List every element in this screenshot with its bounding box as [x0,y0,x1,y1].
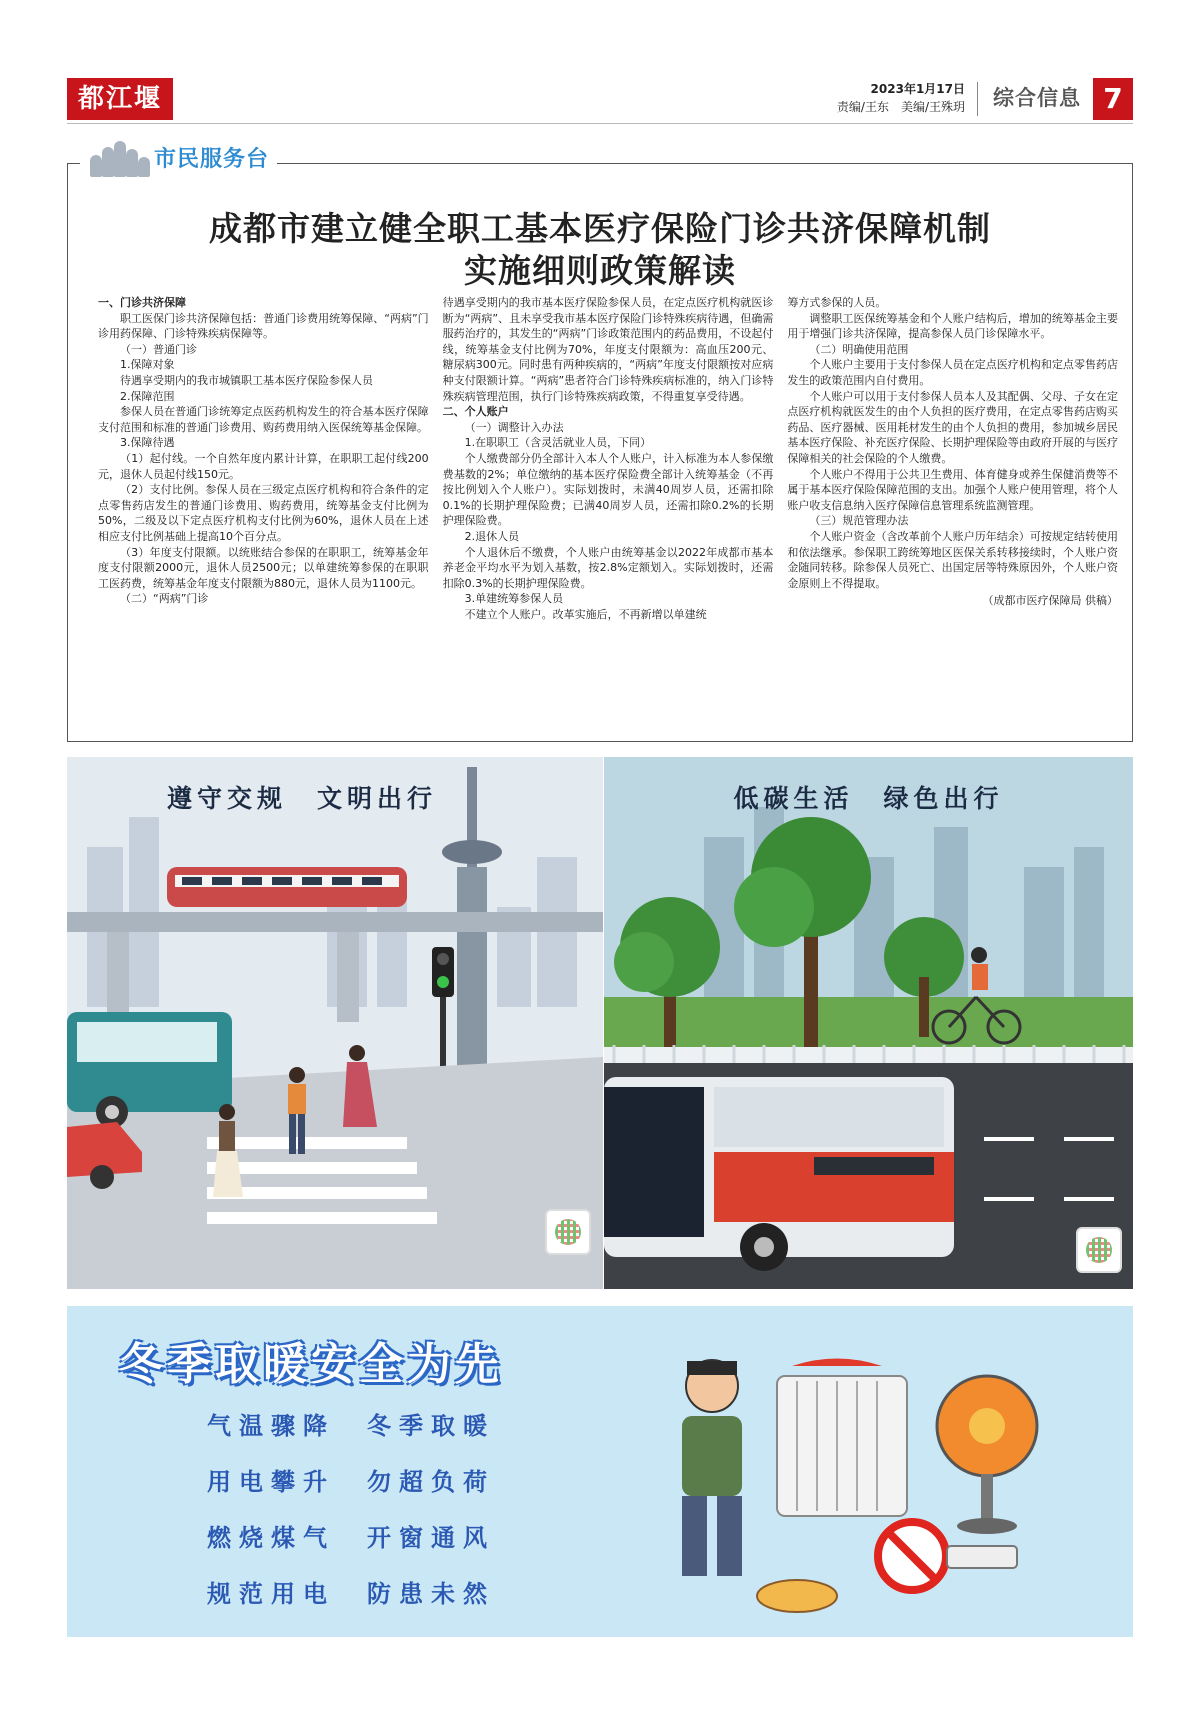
column-tag [80,133,277,181]
paragraph: 2.保障范围 [120,389,175,403]
low-carbon-poster [604,757,1133,1289]
editors: 责编/王东 美编/王殊玥 [836,100,965,114]
newspaper-logo: 都江堰 [67,78,173,120]
paragraph: （二）“两病”门诊 [120,592,209,606]
winter-safety-banner [67,1306,1133,1637]
slogan-row [207,1406,495,1440]
green-travel-illustration [604,757,1133,1289]
article-column-2 [443,295,774,735]
paragraph: 1.保障对象 [120,358,175,372]
paragraph: 不建立个人账户。改革实施后，不再新增以单建统 [464,607,707,621]
slogan-row [207,1518,495,1552]
paragraph: 3.单建统筹参保人员 [464,592,564,606]
traffic-poster [67,757,603,1289]
article-column-1 [98,295,429,735]
paragraph: （2）支付比例。参保人员在三级定点医疗机构和符合条件的定点零售药店发生的普通门诊费用、购药费用，统筹基金支付比例为50%，二级及以下定点医疗机构支付比例为60%，退休人员在上述相应支付比例基础上提高10个百分点。 [98,483,429,543]
article-title: 成都市建立健全职工基本医疗保险门诊共济保障机制 [209,209,991,248]
paragraph: 个人账户资金（含改革前个人账户历年结余）可按规定结转使用和依法继承。参保职工跨统筹地区医保关系转移接续时，个人账户资金随同转移。除参保人员死亡、出国定居等特殊原因外，个人账户资金原则上不得提取。 [787,529,1119,590]
paragraph: 参保人员在普通门诊统筹定点医药机构发生的符合基本医疗保障支付范围和标准的普通门诊费用、购药费用纳入医保统筹基金保障。 [98,405,429,434]
article-body [98,295,1118,735]
slogan-list [207,1406,495,1630]
paragraph: 个人账户可以用于支付参保人员本人及其配偶、父母、子女在定点医疗机构就医发生的由个人负担的医疗费用，在定点零售药店购买药品、医疗器械、医用耗材发生的由个人负担的费用，参加城乡居民基本医疗保险、补充医疗保险、长期护理保险等由政府开展的与医疗保障相关的社会保险的个人缴费。 [787,389,1119,465]
issue-date: 2023年1月17日 [870,82,965,96]
slogan-text: 勿超负荷 [367,1467,495,1496]
paragraph: 调整职工医保统筹基金和个人账户结构后，增加的统筹基金主要用于增强门诊共济保障，提高参保人员门诊保障水平。 [787,311,1119,341]
paragraph: （3）年度支付限额。以统账结合参保的在职职工，统筹基金年度支付限额2000元，退休人员2500元；以单建统筹参保的在职职工医药费，统筹基金年度支付限额为880元，退休人员为1100元。 [98,545,429,590]
section-name: 综合信息 [993,86,1081,110]
article-credit: （成都市医疗保障局 供稿） [982,594,1119,608]
paragraph: （一）调整计入办法 [464,420,564,434]
slogan-text: 规范用电 [207,1579,335,1608]
traffic-scene-illustration [67,757,603,1289]
paragraph: 个人退休后不缴费，个人账户由统筹基金以2022年成都市基本养老金平均水平为划入基数，按2.8%定额划入。实际划拨时，还需扣除0.3%的长期护理保险费。 [442,545,774,590]
paragraph: 3.保障待遇 [120,436,175,450]
slogan-text: 气温骤降 [207,1411,335,1440]
slogan-row [207,1574,495,1608]
section-heading: 二、个人账户 [442,405,509,419]
paragraph: （一）普通门诊 [120,342,197,356]
slogan-text: 开窗通风 [367,1523,495,1552]
slogan-row [207,1462,495,1496]
slogan-text: 燃烧煤气 [207,1523,335,1552]
paragraph: （三）规范管理办法 [809,514,909,528]
divider [977,82,978,116]
winter-banner-title: 冬季取暖安全为先 [119,1339,503,1390]
issue-info [837,80,965,116]
paragraph: 待遇享受期内的我市城镇职工基本医疗保险参保人员 [120,373,373,387]
paragraph: 筹方式参保的人员。 [787,296,887,309]
qr-code-icon [1076,1227,1122,1273]
paragraph: （二）明确使用范围 [809,342,909,356]
paragraph: 待遇享受期内的我市基本医疗保险参保人员，在定点医疗机构就医诊断为“两病”、且未享受我市基本医疗保险门诊特殊疾病待遇，但确需服药治疗的，其发生的“两病”门诊政策范围内的药品费用，不设起付线，统筹基金支付比例为70%，年度支付限额为：高血压200元、糖尿病300元。同时患有两种疾病的，“两病”年度支付限额按对应病种支付限额计算。“两病”患者符合门诊特殊疾病标准的，纳入门诊特殊疾病管理范围，执行门诊特殊疾病政策，不得重复享受待遇。 [442,296,774,403]
paragraph: 职工医保门诊共济保障包括：普通门诊费用统筹保障、“两病”门诊用药保障、门诊特殊疾病保障等。 [98,311,429,341]
people-icon [88,137,150,177]
paragraph: 个人缴费部分仍全部计入本人个人账户，计入标准为本人参保缴费基数的2%；单位缴纳的基本医疗保险费全部计入统筹基金（不再按比例划入个人账户）。实际划拨时，未满40周岁人员，还需扣除0.1%的长期护理保险费；已满40周岁人员，还需扣除0.2%的长期护理保险费。 [442,451,774,528]
traffic-poster-title: 遵守交规 文明出行 [167,784,438,813]
paragraph: 1.在职职工（含灵活就业人员，下同） [464,436,652,450]
paragraph: （1）起付线。一个自然年度内累计计算，在职职工起付线200元，退休人员起付线150元。 [98,451,429,481]
slogan-text: 用电攀升 [207,1467,335,1496]
column-tag-label: 市民服务台 [154,146,270,172]
article-column-3 [787,295,1118,735]
paragraph: 个人账户不得用于公共卫生费用、体育健身或养生保健消费等不属于基本医疗保险保障范围的支出。加强个人账户使用管理，将个人账户收支信息纳入医疗保障信息管理系统监测管理。 [787,467,1119,512]
masthead [67,78,1133,124]
qr-code-icon [545,1209,591,1255]
paragraph: 2.退休人员 [464,529,520,543]
heater-hazard-illustration [627,1346,1097,1636]
section-heading: 一、门诊共济保障 [98,296,186,309]
slogan-text: 防患未然 [367,1579,495,1608]
page-number: 7 [1093,78,1133,120]
low-carbon-poster-title: 低碳生活 绿色出行 [733,784,1004,813]
article-subtitle: 实施细则政策解读 [464,251,736,290]
slogan-text: 冬季取暖 [367,1411,495,1440]
paragraph: 个人账户主要用于支付参保人员在定点医疗机构和定点零售药店发生的政策范围内自付费用。 [787,358,1119,387]
